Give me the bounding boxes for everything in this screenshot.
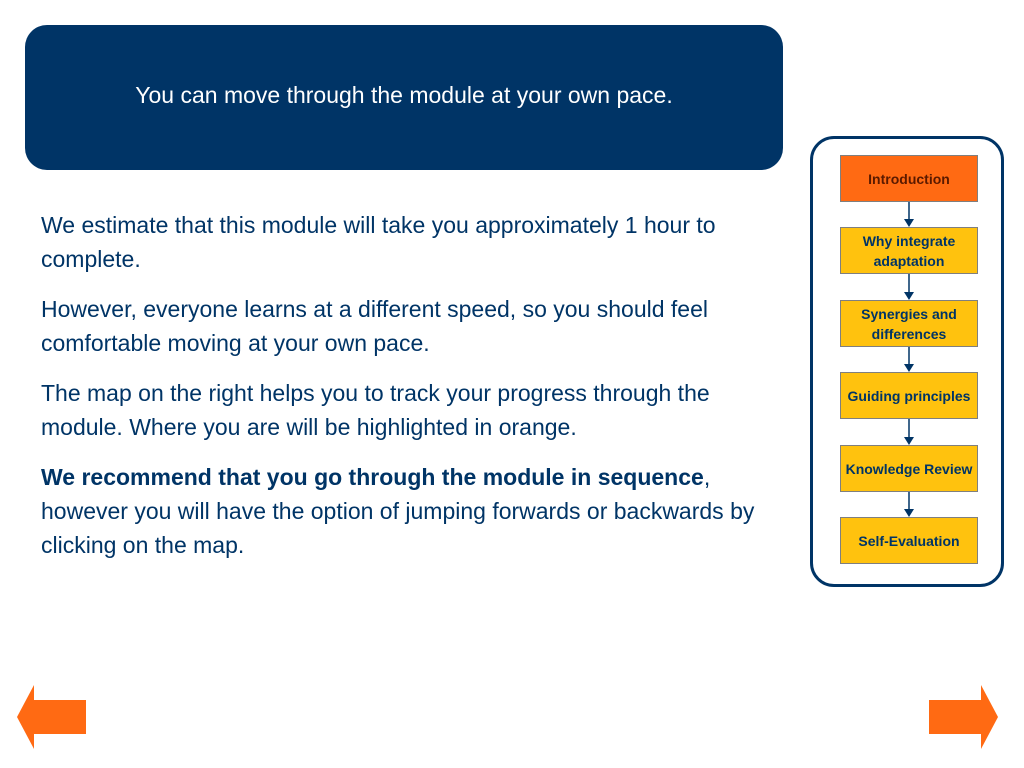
sequence-recommendation: We recommend that you go through the module in sequence [41, 464, 704, 490]
back-button[interactable] [17, 685, 87, 749]
connector-arrow-icon [901, 202, 917, 227]
connector-arrow-icon [901, 274, 917, 300]
intro-text [41, 208, 776, 562]
paragraph-pace: However, everyone learns at a different speed, so you should feel comfortable moving at your own pace. [41, 296, 708, 356]
map-step-knowledge-review[interactable]: Knowledge Review [840, 445, 978, 492]
banner-text: You can move through the module at your own pace. [135, 82, 673, 108]
map-step-introduction[interactable]: Introduction [840, 155, 978, 202]
arrow-right-icon [929, 685, 998, 749]
header-banner [25, 25, 783, 170]
paragraph-sequence [41, 460, 776, 562]
paragraph-map: The map on the right helps you to track your progress through the module. Where you are will be highlighted in orange. [41, 380, 710, 440]
sequence-option: , however you will have the option of jumping forwards or backwards by clicking on the map. [41, 464, 755, 558]
connector-arrow-icon [901, 419, 917, 445]
map-step-why-integrate[interactable]: Why integrate adaptation [840, 227, 978, 274]
connector-arrow-icon [901, 347, 917, 372]
forward-button[interactable] [929, 685, 999, 749]
paragraph-duration: We estimate that this module will take you approximately 1 hour to complete. [41, 212, 716, 272]
connector-arrow-icon [901, 492, 917, 517]
map-step-self-evaluation[interactable]: Self-Evaluation [840, 517, 978, 564]
map-step-guiding-principles[interactable]: Guiding principles [840, 372, 978, 419]
arrow-left-icon [17, 685, 86, 749]
map-step-synergies[interactable]: Synergies and differences [840, 300, 978, 347]
